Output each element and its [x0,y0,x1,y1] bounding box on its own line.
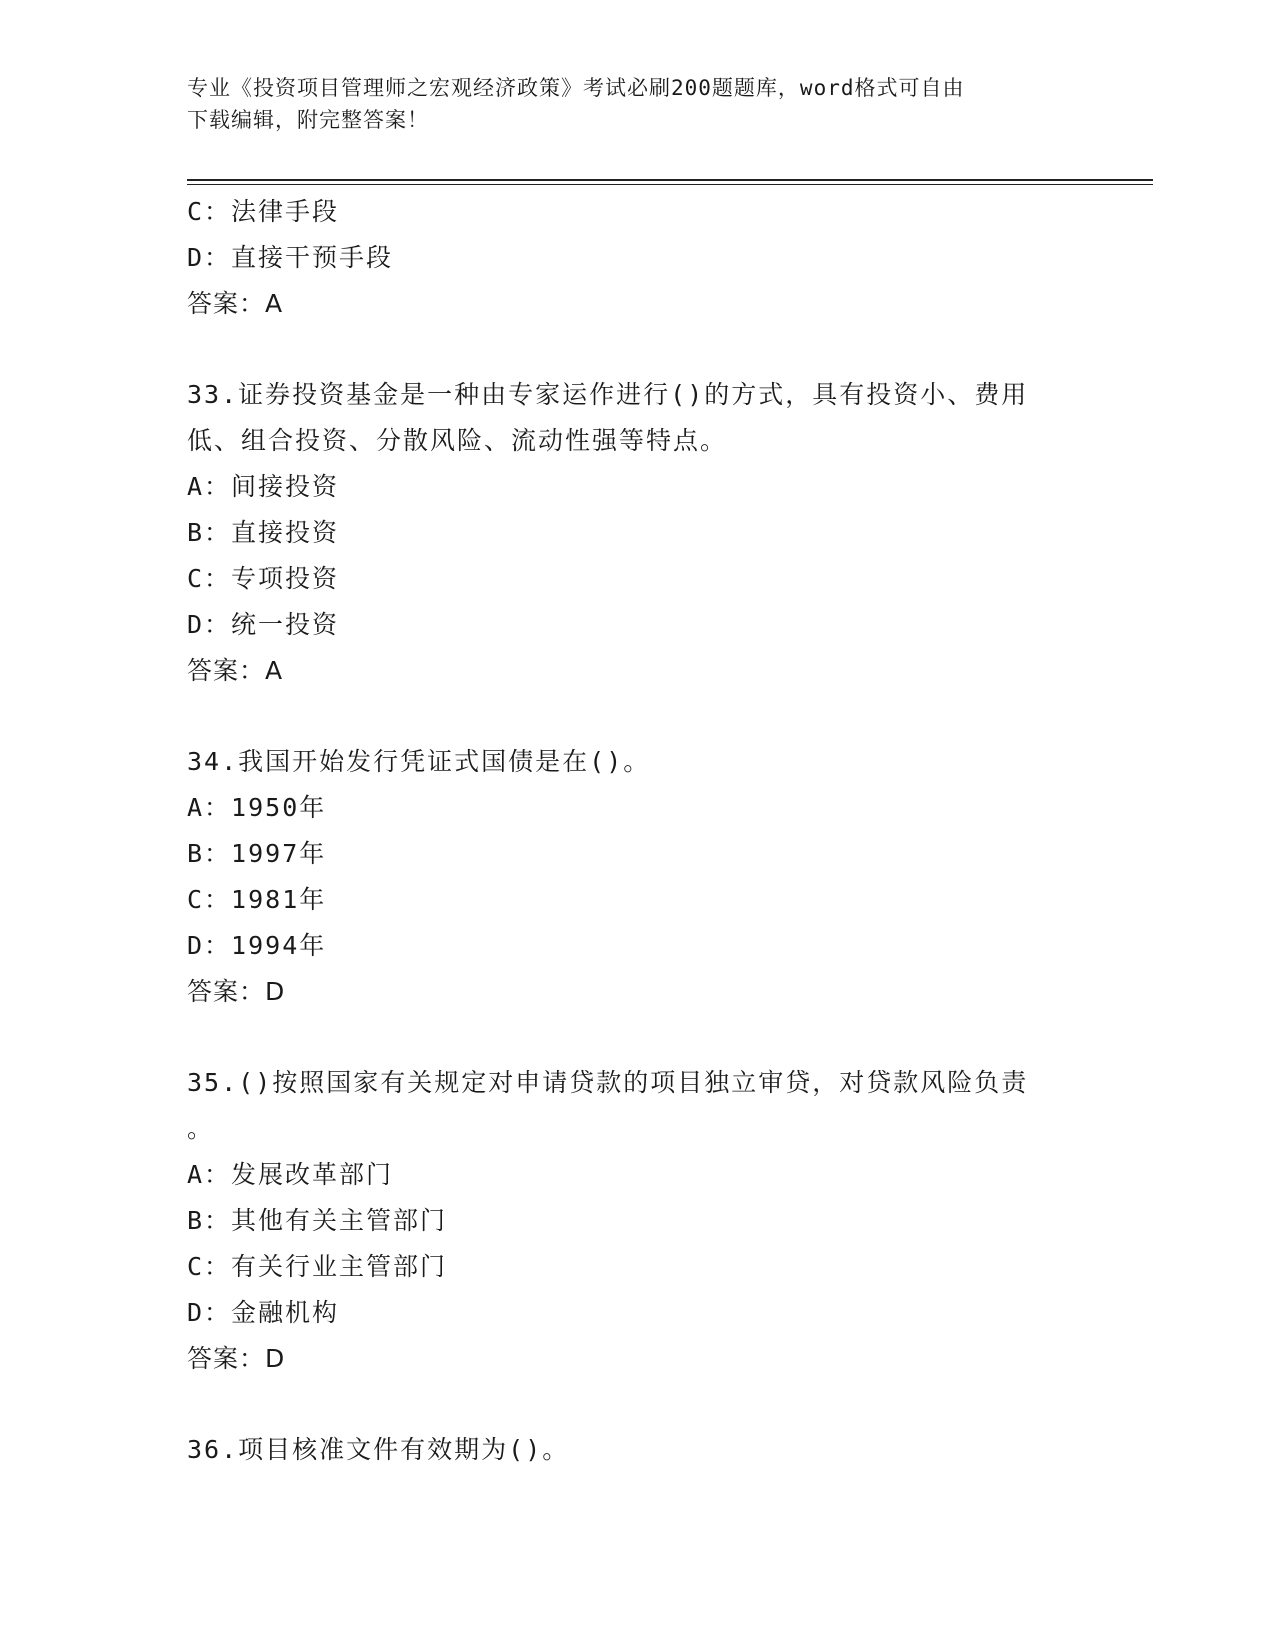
question-text-line-2: 低、组合投资、分散风险、流动性强等特点。 [187,426,728,455]
option-c: C：法律手段 [187,197,340,226]
question-text-line-1: 35.()按照国家有关规定对申请贷款的项目独立审贷，对贷款风险负责 [187,1068,1029,1097]
option-d: D：直接干预手段 [187,243,394,272]
answer-text: 答案：A [187,289,284,318]
question-34 [187,739,1087,1015]
option-d: D：1994年 [187,931,327,960]
answer-text: 答案：D [187,1344,286,1373]
header-line-1: 专业《投资项目管理师之宏观经济政策》考试必刷200题题库，word格式可自由 [187,76,965,100]
option-a: A：1950年 [187,793,327,822]
question-spacer [187,327,1087,372]
question-text-line-1: 34.我国开始发行凭证式国债是在()。 [187,747,651,776]
question-33 [187,372,1087,694]
question-36 [187,1427,1087,1473]
option-a: A：间接投资 [187,472,340,501]
question-text-line-1: 33.证券投资基金是一种由专家运作进行()的方式，具有投资小、费用 [187,380,1029,409]
option-b: B：直接投资 [187,518,340,547]
header-divider-thick [187,179,1153,181]
question-35 [187,1060,1087,1382]
question-spacer [187,694,1087,739]
option-d: D：金融机构 [187,1298,340,1327]
question-spacer [187,1015,1087,1060]
question-text-line-2: 。 [187,1114,215,1143]
answer-text: 答案：D [187,977,286,1006]
answer-text: 答案：A [187,656,284,685]
option-a: A：发展改革部门 [187,1160,394,1189]
option-b: B：1997年 [187,839,327,868]
option-d: D：统一投资 [187,610,340,639]
header-line-2: 下载编辑，附完整答案！ [187,108,429,132]
question-spacer [187,1382,1087,1427]
question-text-line-1: 36.项目核准文件有效期为()。 [187,1435,570,1464]
option-c: C：专项投资 [187,564,340,593]
document-header [187,72,1067,136]
header-divider-thin [187,184,1153,185]
option-c: C：1981年 [187,885,327,914]
question-32 [187,189,1087,327]
option-b: B：其他有关主管部门 [187,1206,448,1235]
question-content [187,189,1087,1473]
option-c: C：有关行业主管部门 [187,1252,448,1281]
